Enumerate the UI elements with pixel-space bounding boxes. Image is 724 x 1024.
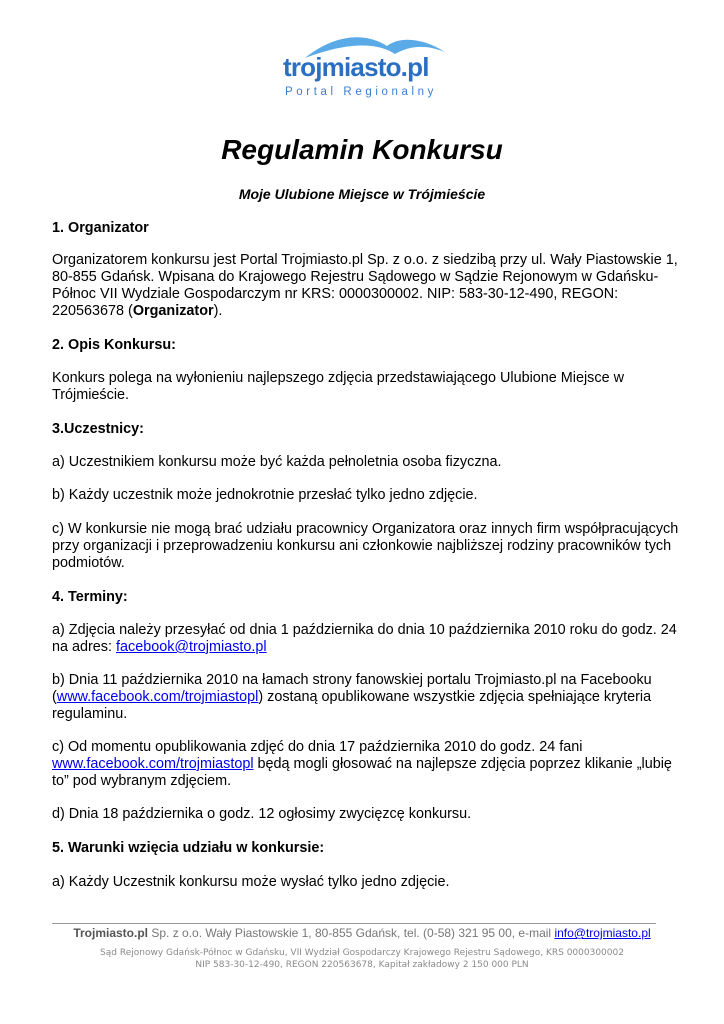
section-4-c-end: będą mogli głosować na najlepsze zdjęcia poprzez klikanie „lubię to” pod wybranym zdjęciem. xyxy=(52,756,672,789)
section-4-item-b xyxy=(52,672,682,723)
section-4-b-end: ) zostaną opublikowane wszystkie zdjęcia spełniające kryteria regulaminu. xyxy=(52,689,652,722)
organizer-bold: Organizator xyxy=(132,303,214,319)
footer-address: Sp. z o.o. Wały Piastowskie 1, 80-855 Gdańsk, tel. (0-58) 321 95 00, e-mail xyxy=(148,926,555,940)
logo xyxy=(283,32,443,102)
section-4-b-text: b) Dnia 11 października 2010 na łamach strony fanowskiej portalu Trojmiasto.pl na Facebooku ( xyxy=(52,672,652,705)
section-4-item-d: d) Dnia 18 października o godz. 12 ogłosimy zwycięzcę konkursu. xyxy=(52,806,472,822)
footer-registry: NIP 583-30-12-490, REGON 220563678, Kapitał zakładowy 2 150 000 PLN xyxy=(195,960,529,970)
section-5-heading: 5. Warunki wzięcia udziału w konkursie: xyxy=(52,840,325,856)
logo-name: trojmiasto.pl xyxy=(283,52,429,82)
section-1-text: Organizatorem konkursu jest Portal Trojmiasto.pl Sp. z o.o. z siedzibą przy ul. Wały Piastowskie 1, 80-855 Gdańsk. Wpisana do Krajowego Rejestru Sądowego w Sądzie Rejonowym w Gdańsku-Północ VII Wydziale Gospodarczym nr KRS: 0000300002. NIP: 583-30-12-490, REGON: 220563678 ( xyxy=(52,252,678,319)
footer-company: Trojmiasto.pl xyxy=(73,926,149,940)
section-4-item-a xyxy=(52,622,682,656)
facebook-page-link[interactable]: www.facebook.com/trojmiastopl xyxy=(56,689,259,705)
section-1-end: ). xyxy=(213,303,223,319)
section-4-item-c xyxy=(52,739,682,790)
page-title: Regulamin Konkursu xyxy=(221,134,503,165)
subtitle: Moje Ulubione Miejsce w Trójmieście xyxy=(238,186,486,202)
footer-divider xyxy=(52,923,656,924)
section-5-item-a: a) Każdy Uczestnik konkursu może wysłać tylko jedno zdjęcie. xyxy=(52,874,450,890)
section-3-heading: 3.Uczestnicy: xyxy=(52,421,144,437)
section-2-paragraph: Konkurs polega na wyłonieniu najlepszego zdjęcia przedstawiającego Ulubione Miejsce w Trójmieście. xyxy=(52,370,624,403)
section-2-heading: 2. Opis Konkursu: xyxy=(52,337,176,353)
section-3-item-a: a) Uczestnikiem konkursu może być każda pełnoletnia osoba fizyczna. xyxy=(52,454,502,470)
footer-court: Sąd Rejonowy Gdańsk-Północ w Gdańsku, VII Wydział Gospodarczy Krajowego Rejestru Sądowego, KRS 0000300002 xyxy=(100,948,624,958)
footer-email-link[interactable]: info@trojmiasto.pl xyxy=(554,926,651,940)
section-4-c-text: c) Od momentu opublikowania zdjęć do dnia 17 października 2010 do godz. 24 fani xyxy=(52,739,583,755)
footer-contact xyxy=(0,926,724,940)
section-4-heading: 4. Terminy: xyxy=(52,589,128,605)
section-1-paragraph xyxy=(52,252,682,320)
facebook-page-link-2[interactable]: www.facebook.com/trojmiastopl xyxy=(52,756,254,772)
section-1-heading: 1. Organizator xyxy=(52,220,149,236)
logo-tagline: Portal Regionalny xyxy=(285,86,437,98)
section-4-a-text: a) Zdjęcia należy przesyłać od dnia 1 października do dnia 10 października 2010 roku do godz. 24 na adres: xyxy=(52,622,677,655)
section-3-item-b: b) Każdy uczestnik może jednokrotnie przesłać tylko jedno zdjęcie. xyxy=(52,487,478,503)
facebook-email-link[interactable]: facebook@trojmiasto.pl xyxy=(116,639,267,655)
section-3-item-c: c) W konkursie nie mogą brać udziału pracownicy Organizatora oraz innych firm współpracujących przy organizacji i przeprowadzeniu konkursu ani członkowie najbliższej rodziny pracowników tych podmiotów. xyxy=(52,521,679,571)
